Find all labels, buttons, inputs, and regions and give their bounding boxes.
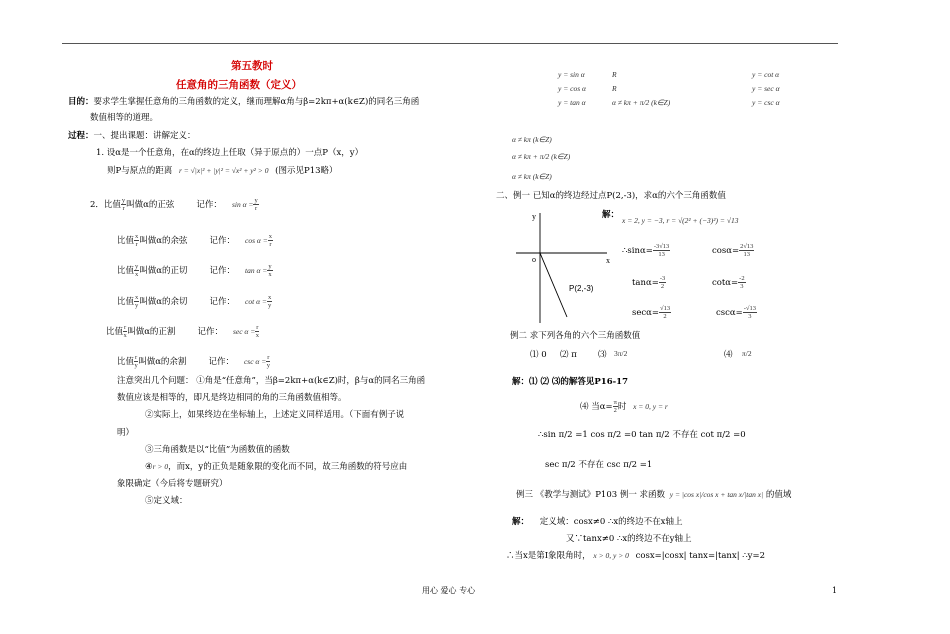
process-label: 过程：: [68, 131, 94, 141]
definition-text: 叫做α的余弦: [139, 236, 188, 246]
purpose-line2: 数值相等的道理。: [90, 113, 159, 123]
trig-value-label: ∴sinα=: [622, 246, 653, 256]
case4-formula: x = 0, y = r: [633, 402, 668, 411]
sec-domain: α ≠ kπ + π/2 (k∈Z): [512, 152, 571, 161]
note4-text: ，而x，y的正负是随象限的变化而不同，故三角函数的符号应由: [168, 462, 408, 472]
example3-sol-line1: [512, 517, 682, 528]
example3-domain-cos: 定义域：cosx≠0 ∴x的终边不在x轴上: [539, 517, 683, 527]
lesson-number: 第五教时: [231, 60, 273, 72]
notation-lhs: tan α =: [245, 266, 268, 275]
definition-prefix: 比值: [117, 266, 135, 276]
example2-item2: ⑵ π: [560, 350, 577, 360]
quadrant1-result: cosx=|cosx| tanx=|tanx| ∴y=2: [635, 551, 766, 561]
note1-line1: 注意突出几个问题： ①角是“任意角”，当β=2kπ+α(k∈Z)时，β与α的同名三角函: [117, 376, 426, 386]
definition-text: 叫做α的正弦: [126, 200, 175, 210]
trig-value: [716, 305, 757, 320]
notation-lhs: sec α =: [232, 327, 256, 336]
note5-line: ⑤定义域：: [145, 496, 188, 506]
domain-table-domain: α ≠ kπ + π/2 (k∈Z): [612, 98, 671, 107]
trig-value-fraction: $\frac{√13}{2}$: [660, 305, 671, 320]
trig-value: [712, 275, 746, 290]
lesson-title: 任意角的三角函数（定义）: [176, 79, 302, 91]
trig-value: [632, 275, 666, 290]
notation-label: 记作：: [209, 297, 236, 307]
example3-sol-line2: 又∵tanx≠0 ∴x的终边不在y轴上: [566, 534, 692, 544]
trig-value-fraction: $\frac{2√13}{13}$: [740, 243, 754, 258]
cot-domain: α ≠ kπ (k∈Z): [512, 135, 552, 144]
notation-fraction: $\frac{r}{x}$: [255, 324, 259, 339]
trig-value-label: cscα=: [716, 308, 743, 318]
definition-prefix: 2．比值: [90, 200, 121, 210]
notation-label: 记作：: [209, 236, 236, 246]
definition-row: [106, 324, 259, 339]
domain-table-function2: y = cot α: [752, 70, 780, 79]
ratio-fraction: $\frac{y}{x}$: [135, 263, 139, 278]
example2-item1: ⑴ 0: [530, 350, 547, 360]
domain-table-domain: R: [612, 70, 617, 79]
example2-item3: ⑶: [598, 350, 607, 360]
notation-lhs: cot α =: [245, 297, 267, 306]
ratio-fraction: $\frac{y}{r}$: [121, 197, 126, 212]
footer-slogan: 用心 爱心 专心: [422, 586, 476, 595]
r-positive-formula: r > 0: [152, 462, 169, 471]
note2-line1: ②实际上，如果终边在坐标轴上，上述定义同样适用。（下面有例子说: [145, 410, 405, 420]
notation-fraction: $\frac{x}{y}$: [267, 294, 272, 309]
note2-line2: 明）: [117, 428, 135, 438]
x-axis-label: x: [606, 256, 610, 265]
domain-table-domain: R: [612, 84, 617, 93]
quadrant1-formula: x > 0, y > 0: [593, 551, 629, 560]
notation-lhs: sin α =: [231, 200, 254, 209]
domain-table-function: y = sin α: [558, 70, 585, 79]
ratio-fraction: $\frac{r}{x}$: [123, 324, 127, 339]
domain-table-function2: y = csc α: [752, 98, 780, 107]
process-line: [68, 131, 196, 142]
definition-row: [117, 294, 272, 309]
purpose-line1: [68, 97, 419, 108]
definition-prefix: 比值: [106, 327, 124, 337]
notation-label: 记作：: [209, 266, 236, 276]
trig-value-fraction: $\frac{-2}{3}$: [739, 275, 745, 290]
example2-title: 例二 求下列各角的六个三角函数值: [510, 331, 641, 341]
notation-fraction: $\frac{y}{r}$: [254, 197, 258, 212]
definition-prefix: 比值: [117, 297, 135, 307]
item1-line1: 1. 设α是一个任意角，在α的终边上任取（异于原点的）一点P（x，y）: [96, 148, 364, 158]
trig-value: [622, 243, 670, 258]
header-rule: [62, 43, 838, 44]
example2-solution: 解：⑴ ⑵ ⑶的解答见P16-17: [512, 377, 628, 387]
definition-text: 叫做α的正割: [127, 327, 176, 337]
example3-function: y = |cos x|/cos x + tan x/|tan x|: [669, 490, 764, 499]
note1-line2: 数值应该是相等的，即凡是终边相同的角的三角函数值相等。: [117, 393, 347, 403]
note4-line1: [145, 461, 407, 473]
trig-value-label: secα=: [632, 308, 660, 318]
trig-value-fraction: $\frac{-3√13}{13}$: [653, 243, 670, 258]
definition-prefix: 比值: [117, 357, 135, 367]
notation-fraction: $\frac{y}{x}$: [268, 263, 272, 278]
case4-when: 时: [617, 402, 627, 412]
page-number: 1: [832, 586, 838, 595]
example2-values-row2: sec π/2 不存在 csc π/2 =1: [545, 460, 653, 470]
example2-case4: [580, 399, 668, 414]
trig-value: [712, 243, 754, 258]
example1-setup-formula: x = 2, y = −3, r = √(2² + (−3)²) = √13: [622, 216, 739, 225]
item1-text: 则P与原点的距离: [107, 166, 173, 176]
purpose-text: 要求学生掌握任意角的三角函数的定义，继而理解α角与β=2kπ+α(k∈Z)的同名三角函: [93, 97, 420, 107]
notation-fraction: $\frac{r}{y}$: [266, 354, 270, 369]
point-label: P(2,-3): [569, 284, 594, 293]
ratio-fraction: $\frac{x}{r}$: [135, 233, 139, 248]
example3-solution-label: 解：: [512, 517, 530, 527]
domain-table-function: y = cos α: [558, 84, 586, 93]
domain-table-function: y = tan α: [558, 98, 586, 107]
definition-row: [117, 233, 273, 248]
y-axis-label: y: [532, 212, 536, 221]
distance-formula: r = √|x|² + |y|² = √x² + y² > 0: [178, 166, 269, 175]
process-text: 一、提出课题：讲解定义：: [93, 131, 196, 141]
example2-angle4: π/2: [742, 349, 752, 358]
figure-note: (图示见P13略）: [275, 166, 338, 176]
coordinate-graph: [512, 205, 612, 325]
notation-fraction: $\frac{x}{r}$: [268, 233, 273, 248]
note3-line: ③三角函数是以“比值”为函数值的函数: [145, 445, 290, 455]
ratio-fraction: $\frac{r}{y}$: [134, 354, 138, 369]
trig-value: [632, 305, 671, 320]
csc-domain: α ≠ kπ (k∈Z): [512, 172, 552, 181]
ratio-fraction: $\frac{x}{y}$: [135, 294, 139, 309]
note4-line2: 象限确定（今后将专题研究）: [117, 479, 228, 489]
item1-line2: [107, 165, 338, 177]
notation-label: 记作：: [197, 327, 223, 337]
pi-half-fraction: $\frac{\pi}{2}$: [613, 399, 617, 414]
purpose-label: 目的：: [68, 97, 94, 107]
trig-value-fraction: $\frac{-√13}{3}$: [743, 305, 756, 320]
notation-label: 记作：: [196, 200, 222, 210]
definition-row: [90, 197, 259, 212]
trig-value-fraction: $\frac{-3}{2}$: [659, 275, 666, 290]
note4-marker: ④: [145, 462, 153, 472]
example3-tail: 的值域: [765, 490, 792, 500]
definition-text: 叫做α的正切: [139, 266, 188, 276]
definition-text: 叫做α的余切: [139, 297, 188, 307]
quadrant1-case: ∴当x是第Ⅰ象限角时，: [506, 551, 591, 561]
case4-prefix: ⑷ 当α=: [580, 402, 613, 412]
origin-label: o: [532, 255, 536, 264]
notation-label: 记作：: [208, 357, 234, 367]
example3-sol-line3: [506, 550, 765, 562]
definition-row: [117, 263, 273, 278]
example2-angle3: 3π/2: [614, 349, 628, 358]
example1-solution-label: 解：: [602, 210, 620, 220]
domain-table-function2: y = sec α: [752, 84, 780, 93]
definition-prefix: 比值: [117, 236, 135, 246]
example1-title: 二、例一 已知α的终边经过点P(2,-3)，求α的六个三角函数值: [496, 191, 726, 201]
terminal-side: [540, 253, 567, 317]
example2-item4: ⑷: [724, 350, 733, 360]
notation-lhs: cos α =: [245, 236, 268, 245]
definition-text: 叫做α的余割: [138, 357, 187, 367]
trig-value-label: tanα=: [632, 278, 659, 288]
notation-lhs: csc α =: [243, 357, 267, 366]
example3-title: 例三 《教学与测试》P103 例一 求函数: [516, 490, 666, 500]
trig-value-label: cosα=: [712, 246, 740, 256]
example3-line: [516, 489, 791, 501]
example2-values-row1: ∴sin π/2 =1 cos π/2 =0 tan π/2 不存在 cot π/2 =0: [538, 430, 746, 440]
definition-row: [117, 354, 270, 369]
trig-value-label: cotα=: [712, 278, 739, 288]
